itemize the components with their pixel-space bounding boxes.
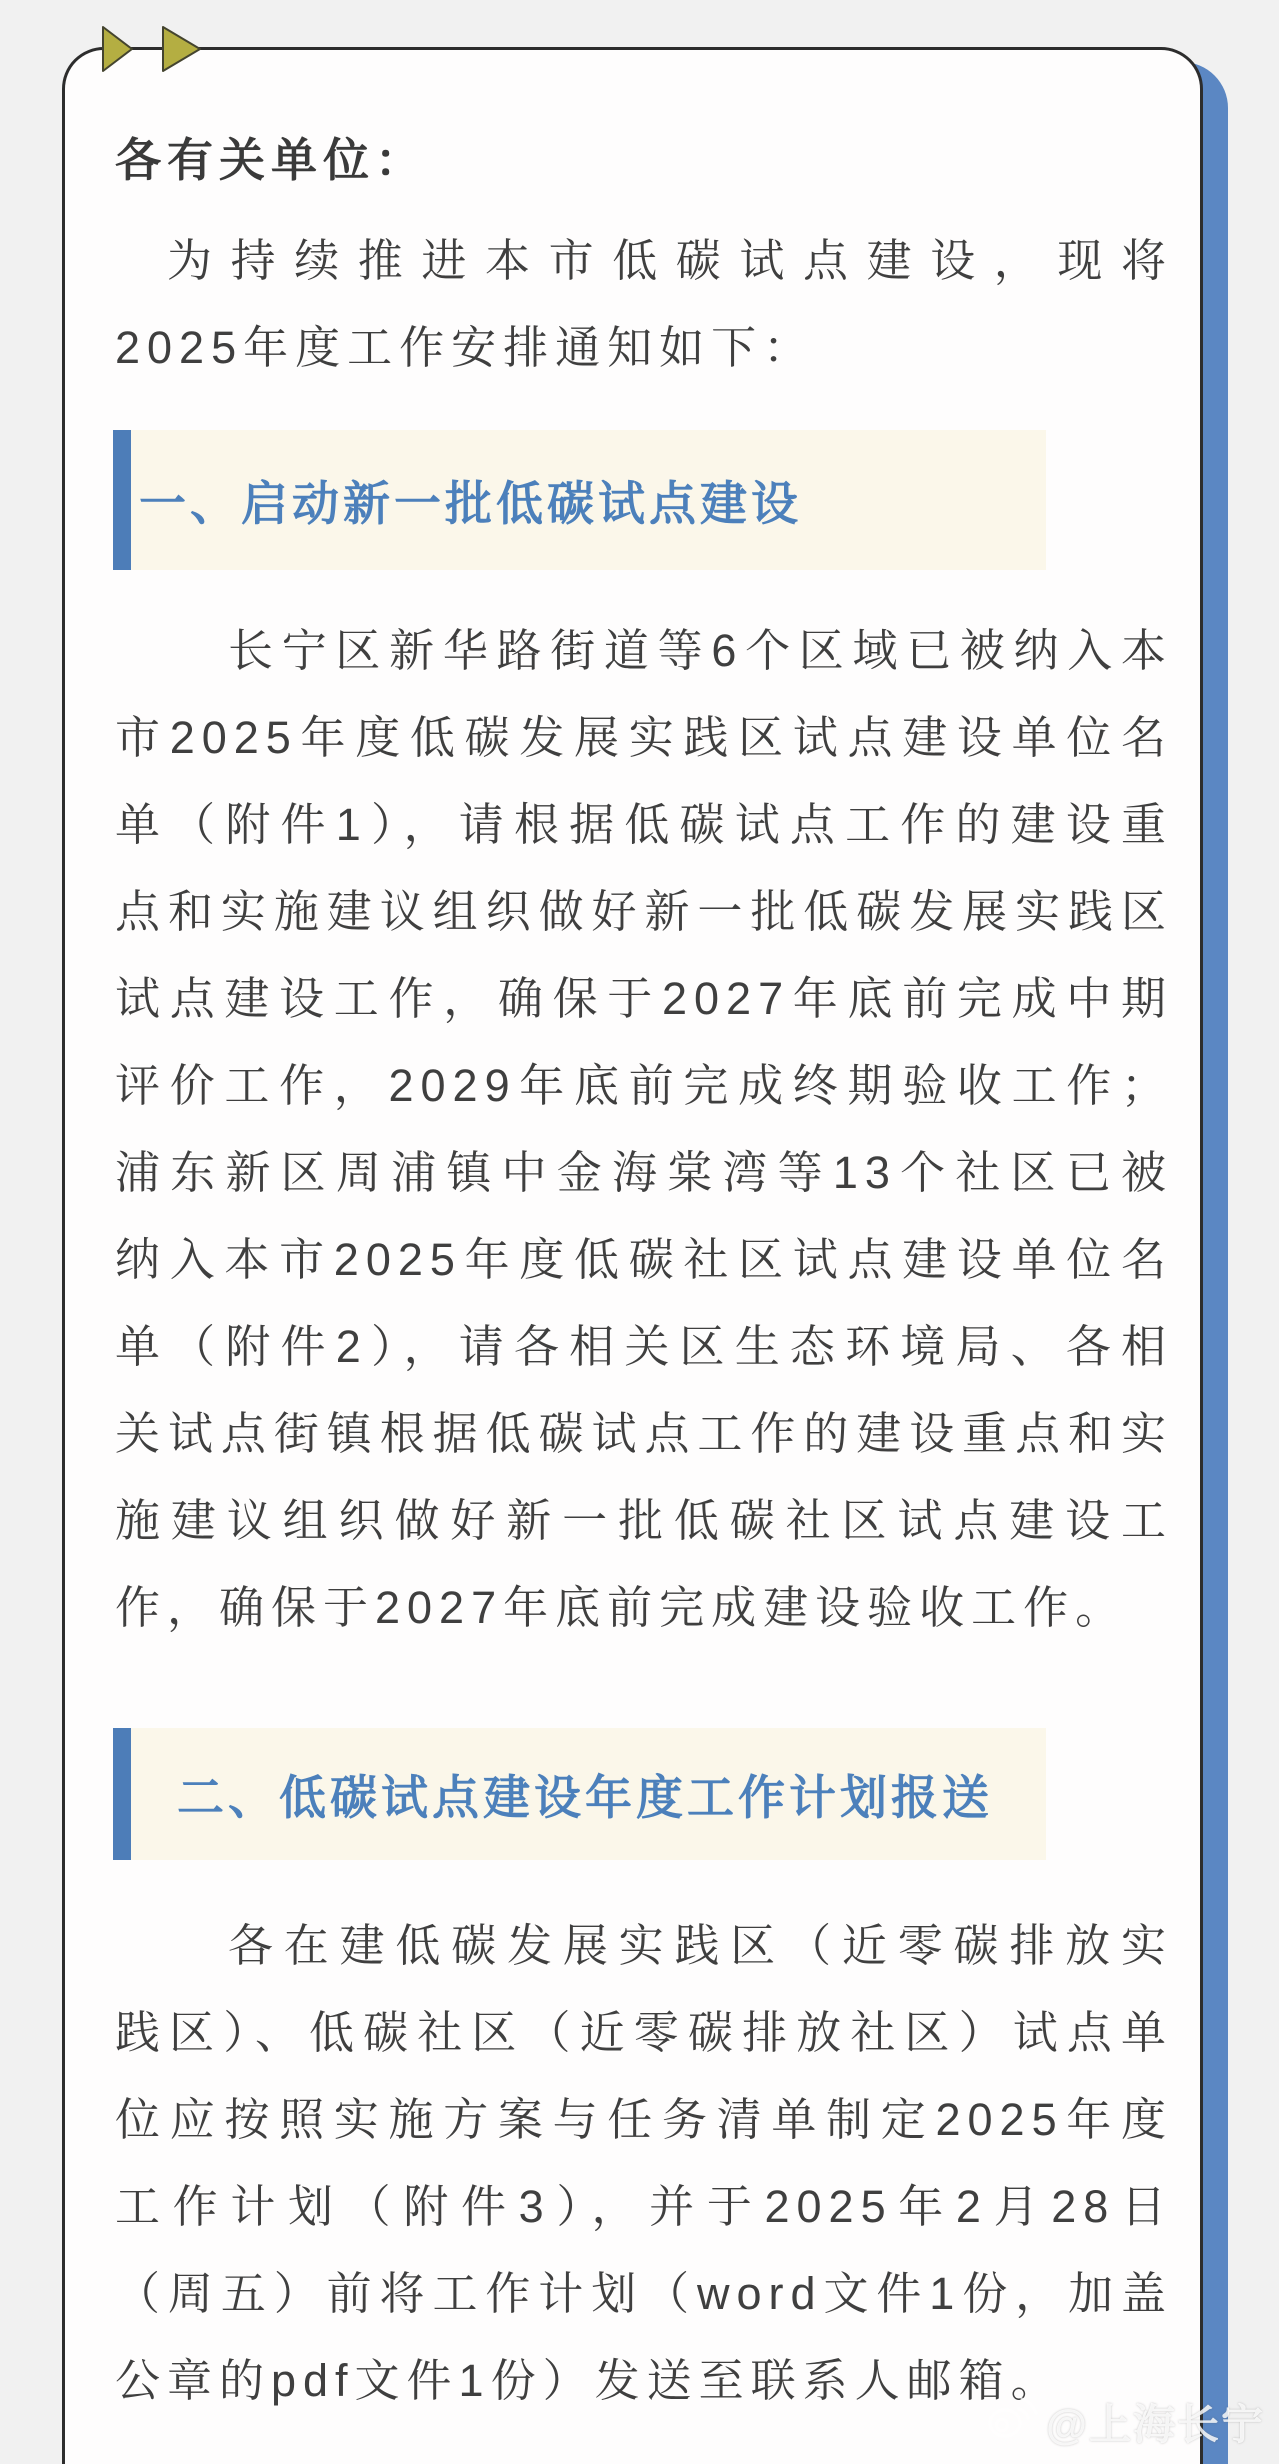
section-1-title: 一、启动新一批低碳试点建设 (139, 476, 802, 530)
section-heading-1 (113, 430, 1046, 570)
text-line: 施建议组织做好新一批低碳社区试点建设工 (115, 1495, 1173, 1546)
text-line: 各在建低碳发展实践区（近零碳排放实 (228, 1920, 1173, 1971)
text-line: （周五）前将工作计划（word文件1份，加盖 (115, 2268, 1173, 2319)
text-line: 作，确保于2027年底前完成建设验收工作。 (115, 1582, 1128, 1633)
text-line: 试点建设工作，确保于2027年底前完成中期 (115, 973, 1173, 1024)
watermark-handle: @上海长宁 (1046, 2401, 1265, 2448)
section-1-paragraph (115, 607, 1173, 1651)
heading-accent-bar (113, 1728, 131, 1860)
text-line: 浦东新区周浦镇中金海棠湾等13个社区已被 (115, 1147, 1173, 1198)
section-2-title: 二、低碳试点建设年度工作计划报送 (177, 1770, 993, 1824)
text-line: 2025年度工作安排通知如下： (115, 322, 816, 373)
text-line: 工作计划（附件3），并于2025年2月28日 (115, 2181, 1173, 2232)
decorative-arrows (94, 20, 206, 83)
greeting-text: 各有关单位： (115, 134, 427, 186)
text-line: 关试点街镇根据低碳试点工作的建设重点和实 (115, 1408, 1173, 1459)
text-line: 点和实施建议组织做好新一批低碳发展实践区 (115, 886, 1173, 937)
intro-paragraph (115, 217, 1173, 391)
text-line: 市2025年度低碳发展实践区试点建设单位名 (115, 712, 1173, 763)
text-line: 践区）、低碳社区（近零碳排放社区）试点单 (115, 2007, 1173, 2058)
text-line: 长宁区新华路街道等6个区域已被纳入本 (228, 625, 1173, 676)
text-line: 单（附件1），请根据低碳试点工作的建设重 (115, 799, 1173, 850)
heading-accent-bar (113, 430, 131, 570)
text-line: 位应按照实施方案与任务清单制定2025年度 (115, 2094, 1173, 2145)
section-heading-2 (113, 1728, 1046, 1860)
notice-card (62, 47, 1203, 2464)
text-line: 公章的pdf文件1份）发送至联系人邮箱。 (115, 2355, 1063, 2406)
text-line: 评价工作，2029年底前完成终期验收工作； (115, 1060, 1173, 1111)
text-line: 为持续推进本市低碳试点建设，现将 (167, 235, 1173, 286)
section-2-paragraph (115, 1902, 1173, 2424)
text-line: 单（附件2），请各相关区生态环境局、各相 (115, 1321, 1173, 1372)
arrow-triangle-icon (103, 27, 132, 71)
text-line: 纳入本市2025年度低碳社区试点建设单位名 (115, 1234, 1173, 1285)
arrow-triangle-icon (163, 27, 200, 71)
